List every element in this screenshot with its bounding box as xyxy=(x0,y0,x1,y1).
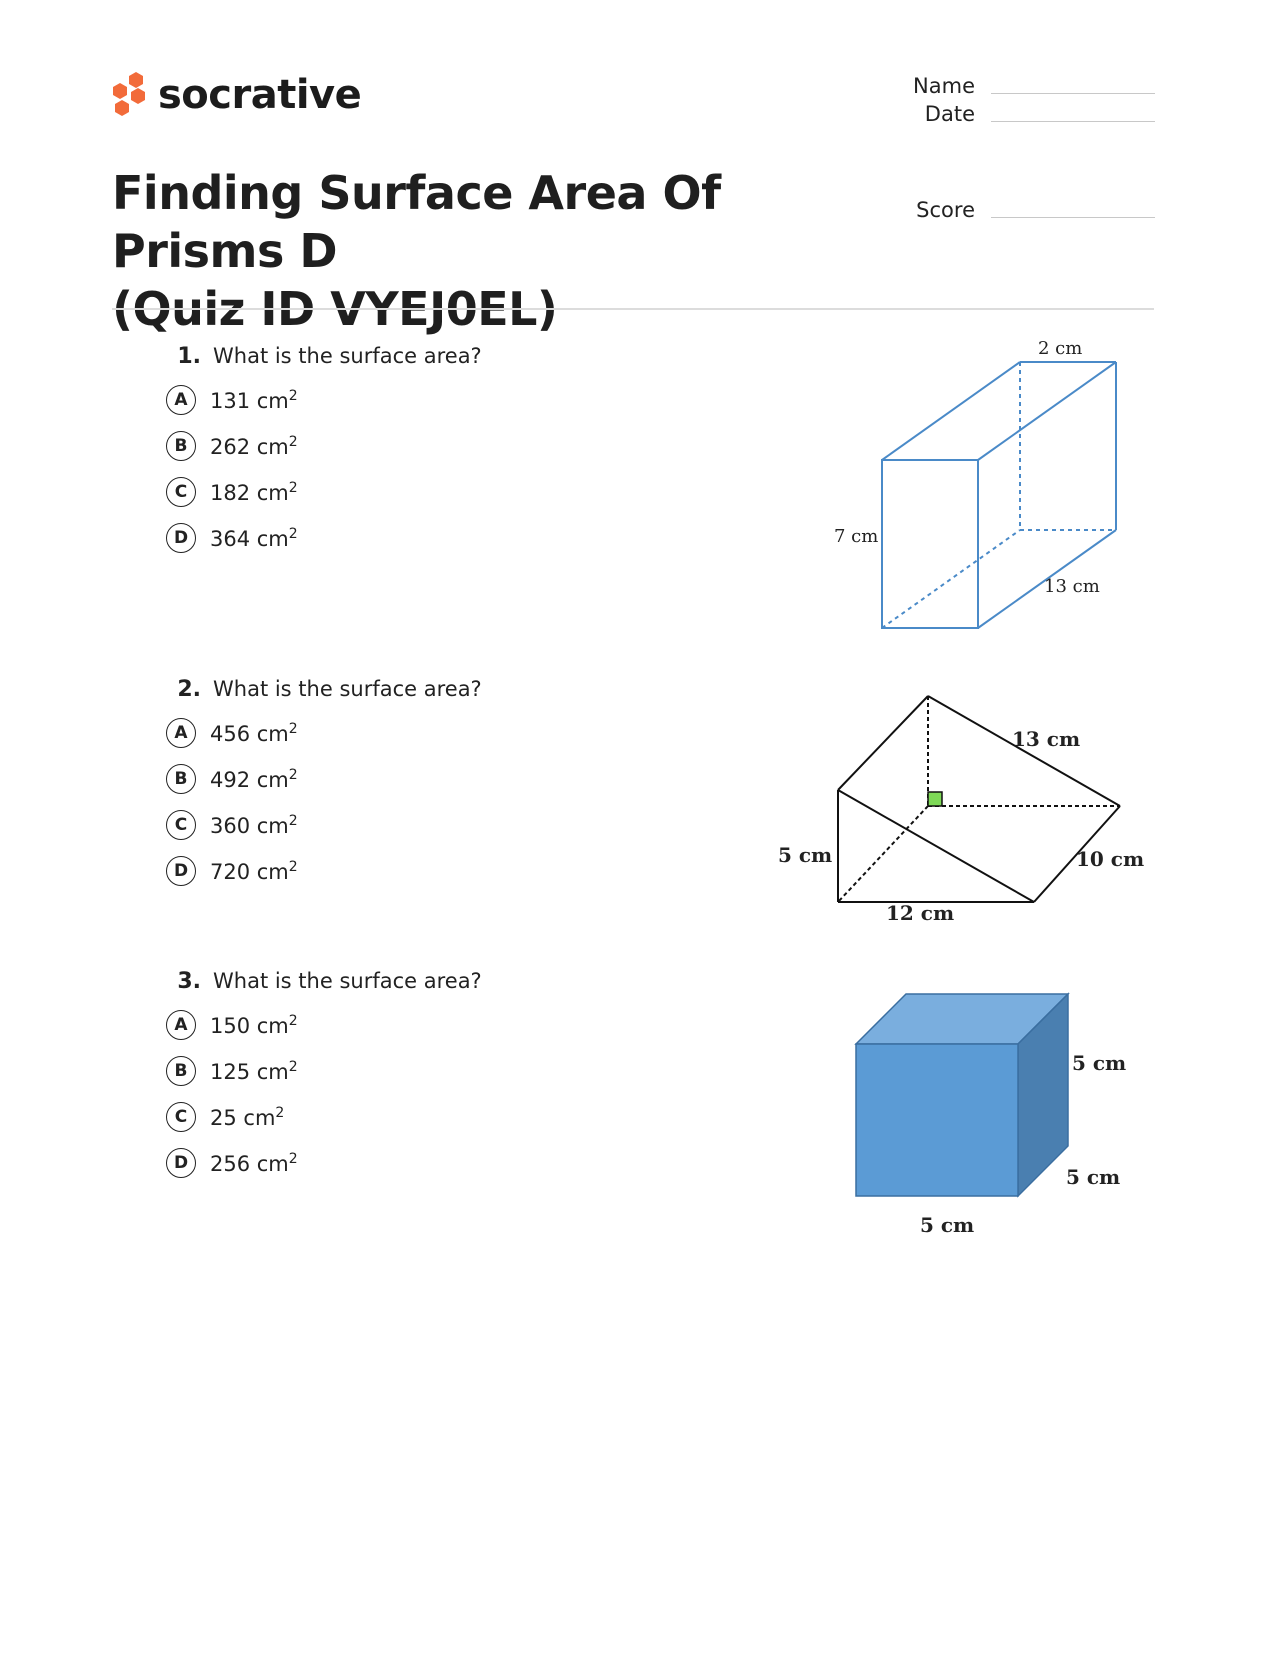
option-c[interactable] xyxy=(166,469,482,515)
option-text: 256 $cm^2$ xyxy=(210,1150,298,1176)
option-a[interactable] xyxy=(166,1002,482,1048)
option-letter-badge[interactable]: A xyxy=(166,1010,196,1040)
name-line[interactable] xyxy=(991,92,1155,94)
date-label: Date xyxy=(924,102,975,126)
prism-front-face xyxy=(882,460,978,628)
label-top: 2 cm xyxy=(1038,338,1083,359)
page-title xyxy=(112,164,902,338)
option-text: 131 $cm^2$ xyxy=(210,387,298,413)
label-slant: 13 cm xyxy=(1012,727,1081,751)
option-d[interactable] xyxy=(166,515,482,561)
option-d[interactable] xyxy=(166,848,482,894)
option-letter-badge[interactable]: D xyxy=(166,856,196,886)
option-letter-badge[interactable]: B xyxy=(166,764,196,794)
answer-options xyxy=(166,377,482,561)
socrative-logo xyxy=(110,70,361,120)
score-label: Score xyxy=(916,198,975,222)
question-prompt: What is the surface area? xyxy=(213,344,482,368)
date-line[interactable] xyxy=(991,120,1155,122)
figure-triangular-prism xyxy=(780,680,1160,940)
option-d[interactable] xyxy=(166,1140,482,1186)
option-text: 262 $cm^2$ xyxy=(210,433,298,459)
question-number: 1. xyxy=(177,344,201,369)
label-depth: 10 cm xyxy=(1076,847,1145,871)
socrative-logo-icon xyxy=(110,70,150,120)
option-letter-badge[interactable]: B xyxy=(166,1056,196,1086)
option-letter-badge[interactable]: A xyxy=(166,385,196,415)
question-prompt: What is the surface area? xyxy=(213,677,482,701)
question-number: 2. xyxy=(177,677,201,702)
question-prompt: What is the surface area? xyxy=(213,969,482,993)
right-angle-marker xyxy=(928,792,942,806)
option-letter-badge[interactable]: B xyxy=(166,431,196,461)
label-base: 12 cm xyxy=(886,901,955,925)
option-text: 182 $cm^2$ xyxy=(210,479,298,505)
label-bottom: 5 cm xyxy=(920,1213,975,1237)
label-right: 13 cm xyxy=(1044,576,1100,597)
question-2 xyxy=(166,677,482,894)
brand-name: socrative xyxy=(158,72,362,118)
option-a[interactable] xyxy=(166,377,482,423)
option-b[interactable] xyxy=(166,756,482,802)
header-divider xyxy=(112,308,1154,310)
label-left: 7 cm xyxy=(834,526,879,547)
option-text: 25 $cm^2$ xyxy=(210,1104,285,1130)
option-letter-badge[interactable]: C xyxy=(166,477,196,507)
question-1 xyxy=(166,344,482,561)
option-text: 364 $cm^2$ xyxy=(210,525,298,551)
answer-options xyxy=(166,710,482,894)
option-c[interactable] xyxy=(166,802,482,848)
title-line-2: (Quiz ID VYEJ0EL) xyxy=(112,282,558,336)
option-text: 150 $cm^2$ xyxy=(210,1012,298,1038)
option-letter-badge[interactable]: C xyxy=(166,1102,196,1132)
score-line[interactable] xyxy=(991,216,1155,218)
answer-options xyxy=(166,1002,482,1186)
label-depth: 5 cm xyxy=(1066,1165,1121,1189)
date-field[interactable] xyxy=(880,102,1155,126)
figure-cube xyxy=(840,980,1160,1250)
option-letter-badge[interactable]: A xyxy=(166,718,196,748)
option-a[interactable] xyxy=(166,710,482,756)
option-text: 456 $cm^2$ xyxy=(210,720,298,746)
label-height: 5 cm xyxy=(778,843,833,867)
option-letter-badge[interactable]: D xyxy=(166,523,196,553)
option-text: 125 $cm^2$ xyxy=(210,1058,298,1084)
question-number: 3. xyxy=(177,969,201,994)
name-field[interactable] xyxy=(880,74,1155,98)
option-letter-badge[interactable]: D xyxy=(166,1148,196,1178)
cube-front-face xyxy=(856,1044,1018,1196)
title-line-1: Finding Surface Area Of Prisms D xyxy=(112,166,721,278)
option-b[interactable] xyxy=(166,423,482,469)
option-letter-badge[interactable]: C xyxy=(166,810,196,840)
label-side: 5 cm xyxy=(1072,1051,1127,1075)
name-label: Name xyxy=(913,74,975,98)
score-field[interactable] xyxy=(880,198,1155,222)
option-text: 492 $cm^2$ xyxy=(210,766,298,792)
figure-rectangular-prism xyxy=(834,330,1180,640)
option-text: 360 $cm^2$ xyxy=(210,812,298,838)
option-c[interactable] xyxy=(166,1094,482,1140)
option-b[interactable] xyxy=(166,1048,482,1094)
question-3 xyxy=(166,969,482,1186)
option-text: 720 $cm^2$ xyxy=(210,858,298,884)
